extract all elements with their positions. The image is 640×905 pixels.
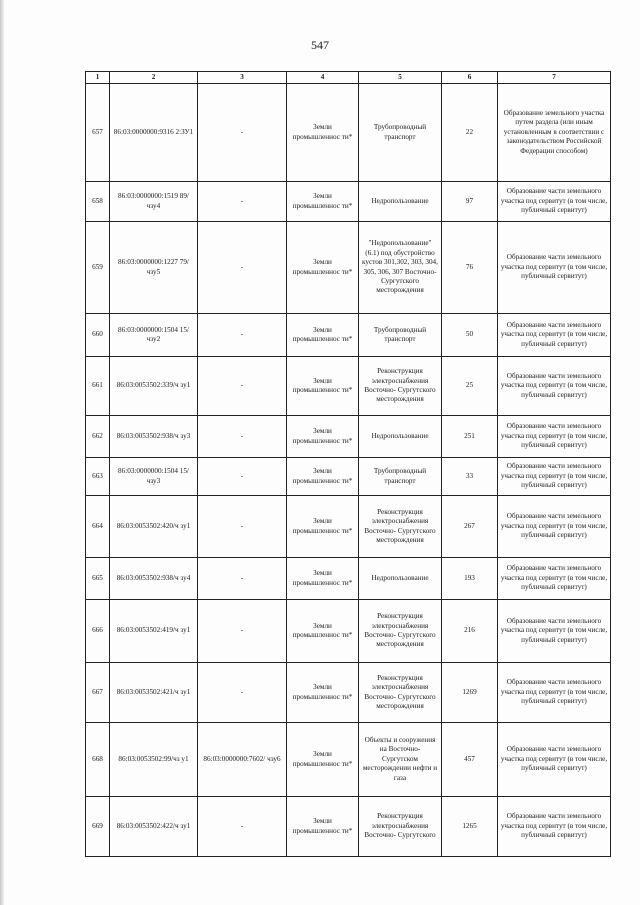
area-value: 457 (442, 723, 498, 797)
land-category: Земли промышленнос ти* (287, 458, 359, 496)
source-plot-number: 86:03:0000000:7602/ чзу6 (198, 723, 287, 797)
formation-method: Образование земельного участка путем раздела (или иным установленным в соответствии с законодательством Российской Федерации способом) (498, 84, 611, 182)
cadastral-number: 86:03:0053502:422/ч зу1 (110, 797, 198, 857)
table-row (86, 458, 611, 496)
table-body (86, 84, 611, 857)
area-value: 33 (442, 458, 498, 496)
formation-method: Образование части земельного участка под сервитут (в том числе, публичный сервитут) (498, 723, 611, 797)
column-header-4: 4 (287, 72, 359, 84)
land-category: Земли промышленнос ти* (287, 222, 359, 314)
table-row (86, 222, 611, 314)
area-value: 76 (442, 222, 498, 314)
row-number: 658 (86, 182, 110, 222)
source-plot-number: - (198, 182, 287, 222)
land-category: Земли промышленнос ти* (287, 723, 359, 797)
formation-method: Образование части земельного участка под сервитут (в том числе, публичный сервитут) (498, 496, 611, 558)
permitted-use: Недропользование (359, 416, 442, 458)
row-number: 664 (86, 496, 110, 558)
column-header-5: 5 (359, 72, 442, 84)
source-plot-number: - (198, 496, 287, 558)
row-number: 660 (86, 314, 110, 357)
table-row (86, 496, 611, 558)
row-number: 659 (86, 222, 110, 314)
source-plot-number: - (198, 797, 287, 857)
formation-method: Образование части земельного участка под сервитут (в том числе, публичный сервитут) (498, 600, 611, 663)
land-category: Земли промышленнос ти* (287, 314, 359, 357)
table-row (86, 663, 611, 723)
area-value: 1269 (442, 663, 498, 723)
permitted-use: Объекты и сооружения на Восточно- Сургутском месторождении нефти и газа (359, 723, 442, 797)
area-value: 267 (442, 496, 498, 558)
cadastral-number: 86:03:0053502:938/ч зу3 (110, 416, 198, 458)
page-number: 547 (311, 38, 329, 52)
permitted-use: Реконструкция электроснабжения Восточно- Сургутского месторождения (359, 496, 442, 558)
formation-method: Образование части земельного участка под сервитут (в том числе, публичный сервитут) (498, 416, 611, 458)
cadastral-number: 86:03:0000000:9316 2:ЗУ1 (110, 84, 198, 182)
source-plot-number: - (198, 458, 287, 496)
table-row (86, 182, 611, 222)
permitted-use: Недропользование (359, 182, 442, 222)
land-category: Земли промышленнос ти* (287, 600, 359, 663)
row-number: 667 (86, 663, 110, 723)
land-category: Земли промышленнос ти* (287, 496, 359, 558)
cadastral-number: 86:03:0000000:1504 15/чзу2 (110, 314, 198, 357)
area-value: 1265 (442, 797, 498, 857)
land-category: Земли промышленнос ти* (287, 357, 359, 416)
source-plot-number: - (198, 600, 287, 663)
source-plot-number: - (198, 663, 287, 723)
area-value: 97 (442, 182, 498, 222)
formation-method: Образование части земельного участка под сервитут (в том числе, публичный сервитут) (498, 314, 611, 357)
column-header-6: 6 (442, 72, 498, 84)
permitted-use: Реконструкция электроснабжения Восточно- Сургутского (359, 797, 442, 857)
row-number: 661 (86, 357, 110, 416)
row-number: 665 (86, 558, 110, 600)
table-row (86, 357, 611, 416)
land-category: Земли промышленнос ти* (287, 663, 359, 723)
area-value: 251 (442, 416, 498, 458)
land-plot-table (85, 71, 611, 857)
cadastral-number: 86:03:0000000:1227 79/чзу5 (110, 222, 198, 314)
formation-method: Образование части земельного участка под сервитут (в том числе, публичный сервитут) (498, 222, 611, 314)
table-row (86, 416, 611, 458)
formation-method: Образование части земельного участка под сервитут (в том числе, публичный сервитут) (498, 558, 611, 600)
source-plot-number: - (198, 84, 287, 182)
table-row (86, 723, 611, 797)
permitted-use: Недропользование (359, 558, 442, 600)
area-value: 25 (442, 357, 498, 416)
area-value: 50 (442, 314, 498, 357)
formation-method: Образование части земельного участка под сервитут (в том числе, публичный сервитут) (498, 458, 611, 496)
row-number: 668 (86, 723, 110, 797)
table-row (86, 84, 611, 182)
land-category: Земли промышленнос ти* (287, 416, 359, 458)
cadastral-number: 86:03:0053502:420/ч зу1 (110, 496, 198, 558)
permitted-use: Трубопроводный транспорт (359, 84, 442, 182)
permitted-use: Реконструкция электроснабжения Восточно- Сургутского месторождения (359, 663, 442, 723)
source-plot-number: - (198, 416, 287, 458)
formation-method: Образование части земельного участка под сервитут (в том числе, публичный сервитут) (498, 797, 611, 857)
table-row (86, 600, 611, 663)
table-row (86, 797, 611, 857)
source-plot-number: - (198, 222, 287, 314)
table-row (86, 314, 611, 357)
permitted-use: Трубопроводный транспорт (359, 314, 442, 357)
row-number: 662 (86, 416, 110, 458)
column-header-1: 1 (86, 72, 110, 84)
table-header-row (86, 72, 611, 84)
table-row (86, 558, 611, 600)
source-plot-number: - (198, 357, 287, 416)
area-value: 216 (442, 600, 498, 663)
column-header-2: 2 (110, 72, 198, 84)
column-header-7: 7 (498, 72, 611, 84)
permitted-use: Реконструкция электроснабжения Восточно- Сургутского месторождения (359, 357, 442, 416)
land-category: Земли промышленнос ти* (287, 84, 359, 182)
formation-method: Образование части земельного участка под сервитут (в том числе, публичный сервитут) (498, 663, 611, 723)
source-plot-number: - (198, 314, 287, 357)
land-category: Земли промышленнос ти* (287, 182, 359, 222)
cadastral-number: 86:03:0053502:938/ч зу4 (110, 558, 198, 600)
permitted-use: "Недропользование" (6.1) под обустройство кустов 301,302, 303, 304, 305, 306, 307 Восточно- Сургутского месторождения (359, 222, 442, 314)
row-number: 663 (86, 458, 110, 496)
cadastral-number: 86:03:0000000:1519 89/чзу4 (110, 182, 198, 222)
cadastral-number: 86:03:0053502:421/ч зу1 (110, 663, 198, 723)
cadastral-number: 86:03:0053502:99/чз у1 (110, 723, 198, 797)
land-category: Земли промышленнос ти* (287, 558, 359, 600)
permitted-use: Трубопроводный транспорт (359, 458, 442, 496)
permitted-use: Реконструкция электроснабжения Восточно- Сургутского месторождения (359, 600, 442, 663)
row-number: 666 (86, 600, 110, 663)
area-value: 22 (442, 84, 498, 182)
cadastral-number: 86:03:0053502:339/ч зу1 (110, 357, 198, 416)
row-number: 657 (86, 84, 110, 182)
formation-method: Образование части земельного участка под сервитут (в том числе, публичный сервитут) (498, 182, 611, 222)
source-plot-number: - (198, 558, 287, 600)
area-value: 193 (442, 558, 498, 600)
formation-method: Образование части земельного участка под сервитут (в том числе, публичный сервитут) (498, 357, 611, 416)
land-category: Земли промышленнос ти* (287, 797, 359, 857)
row-number: 669 (86, 797, 110, 857)
cadastral-number: 86:03:0053502:419/ч зу1 (110, 600, 198, 663)
cadastral-number: 86:03:0000000:1504 15/чзу3 (110, 458, 198, 496)
column-header-3: 3 (198, 72, 287, 84)
scan-edge-shadow (0, 0, 4, 905)
